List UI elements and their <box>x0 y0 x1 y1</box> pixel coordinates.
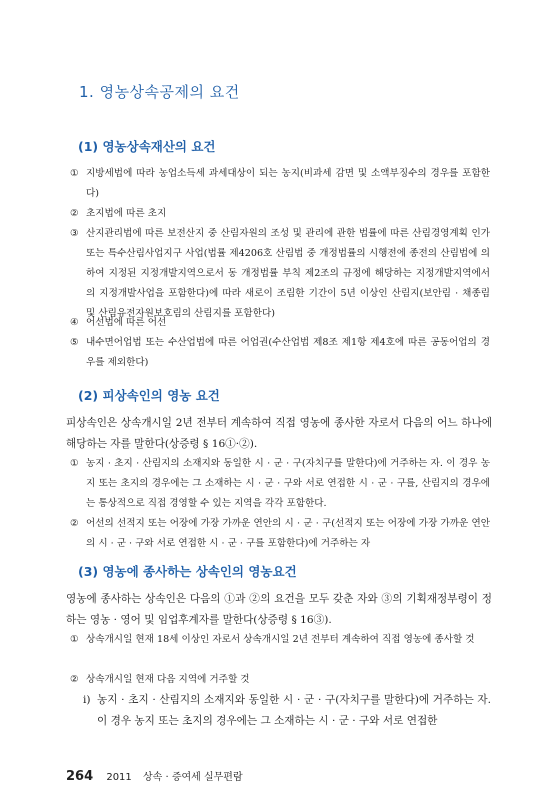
item-number: ⑤ <box>70 337 79 348</box>
item-text: 어선법에 따른 어선 <box>86 317 167 328</box>
item-number: ① <box>70 168 79 179</box>
book-title: 상속 · 증여세 실무편람 <box>142 772 243 783</box>
section-title-1: (1) 영농상속재산의 요건 <box>78 139 216 154</box>
item-number: ② <box>70 674 79 685</box>
sub-item-text: 농지 · 초지 · 산림지의 소재지와 동일한 시 · 군 · 구(자치구를 말한다)에 거주하는 자. 이 경우 농지 또는 초지의 경우에는 그 소재하는 시 · 군 · 구와 서로 연접한 <box>97 694 491 727</box>
item-text: 내수면어업법 또는 수산업법에 따른 어업권(수산업법 제8조 제1항 제4호에 따른 공동어업의 경우를 제외한다) <box>86 337 490 368</box>
item-text: 초지법에 따른 초지 <box>86 208 167 219</box>
item-text: 상속개시일 현재 다음 지역에 거주할 것 <box>86 674 250 685</box>
item-text: 상속개시일 현재 18세 이상인 자로서 상속개시일 2년 전부터 계속하여 직접 영농에 종사할 것 <box>86 634 475 645</box>
sub-list-item <box>83 690 491 732</box>
section-2-intro: 피상속인은 상속개시일 2년 전부터 계속하여 직접 영농에 종사한 자로서 다음의 어느 하나에 해당하는 자를 말한다(상증령 § 16①·②). <box>66 417 492 450</box>
item-text: 산지관리법에 따른 보전산지 중 산림자원의 조성 및 관리에 관한 법률에 따른 산림경영계획 인가 또는 특수산림사업지구 사업(법률 제4206호 산림법 중 개정법률의 시행전에 종전의 산림법에 의하여 지정된 지정개발지역으로서 동 개정법률 부칙 제2조의 규정에 해당하는 지정개발지역에서의 지정개발사업을 포함한다)에 따라 새로이 조림한 기간이 5년 이상인 산림지(보안림 · 채종림 및 산림유전자원보호림의 산림지를 포함한다) <box>86 228 490 319</box>
list-item <box>70 670 490 690</box>
sub-item-number: ⅰ) <box>83 694 91 706</box>
list-item <box>70 454 490 514</box>
list-item <box>70 630 490 650</box>
item-number: ④ <box>70 317 79 328</box>
list-item <box>70 164 490 204</box>
item-text: 농지 · 초지 · 산림지의 소재지와 동일한 시 · 군 · 구(자치구를 말한다)에 거주하는 자. 이 경우 농지 또는 초지의 경우에는 그 소재하는 시 · 군 · 구와 서로 연접한 시 · 군 · 구를, 산림지의 경우에는 통상적으로 직접 경영할 수 있는 지역을 각각 포함한다. <box>86 458 490 509</box>
list-item <box>70 313 490 333</box>
list-item <box>70 514 490 554</box>
section-3-intro: 영농에 종사하는 상속인은 다음의 ①과 ②의 요건을 모두 갖춘 자와 ③의 기획재정부령이 정하는 영농 · 영어 및 임업후계자를 말한다(상증령 § 16③). <box>66 593 492 626</box>
section-title-3: (3) 영농에 종사하는 상속인의 영농요건 <box>78 564 297 579</box>
list-item <box>70 204 490 224</box>
section-title-2: (2) 피상속인의 영농 요건 <box>78 388 220 403</box>
item-number: ② <box>70 518 79 529</box>
item-number: ① <box>70 634 79 645</box>
footer-year: 2011 <box>106 772 132 783</box>
page-footer <box>66 768 243 784</box>
list-item <box>70 224 490 324</box>
item-number: ① <box>70 458 79 469</box>
item-text: 지방세법에 따라 농업소득세 과세대상이 되는 농지(비과세 감면 및 소액부징수의 경우를 포함한다) <box>86 168 490 199</box>
list-item <box>70 333 490 373</box>
item-number: ③ <box>70 228 79 239</box>
page-number: 264 <box>66 769 94 784</box>
chapter-title: 1. 영농상속공제의 요건 <box>79 83 240 101</box>
item-text: 어선의 선적지 또는 어장에 가장 가까운 연안의 시 · 군 · 구(선적지 또는 어장에 가장 가까운 연안의 시 · 군 · 구와 서로 연접한 시 · 군 · 구를 포함한다)에 거주하는 자 <box>86 518 490 549</box>
item-number: ② <box>70 208 79 219</box>
